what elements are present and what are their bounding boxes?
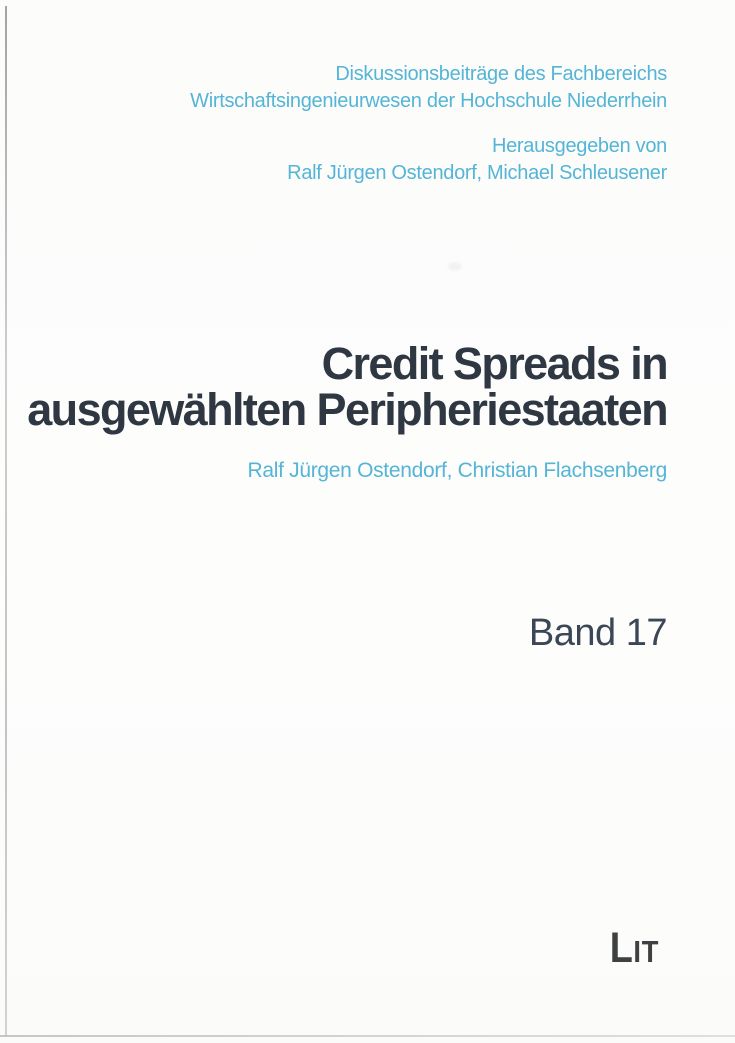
authors-line: Ralf Jürgen Ostendorf, Christian Flachsenberg [247,459,667,482]
series-block [190,61,667,115]
book-title-line-2: ausgewählten Peripheriestaaten [27,384,667,435]
publisher-logo-letters-it: IT [632,934,659,969]
editors-label: Herausgegeben von [491,135,667,157]
scan-left-edge-line [5,6,7,1036]
band-number: Band 17 [528,612,667,654]
book-title-line-1: Credit Spreads in [321,338,667,389]
series-line-1: Diskussionsbeiträge des Fachbereichs [335,63,667,85]
series-line-2: Wirtschaftsingenieurwesen der Hochschule Niederrhein [190,90,667,112]
publisher-logo-lit [609,924,659,973]
scan-smudge [448,262,462,271]
book-title [27,338,667,435]
publisher-logo-letter-l: L [609,924,633,972]
bottom-rule [0,1035,735,1037]
editors-names: Ralf Jürgen Ostendorf, Michael Schleusener [287,162,667,184]
editors-block [287,133,667,187]
